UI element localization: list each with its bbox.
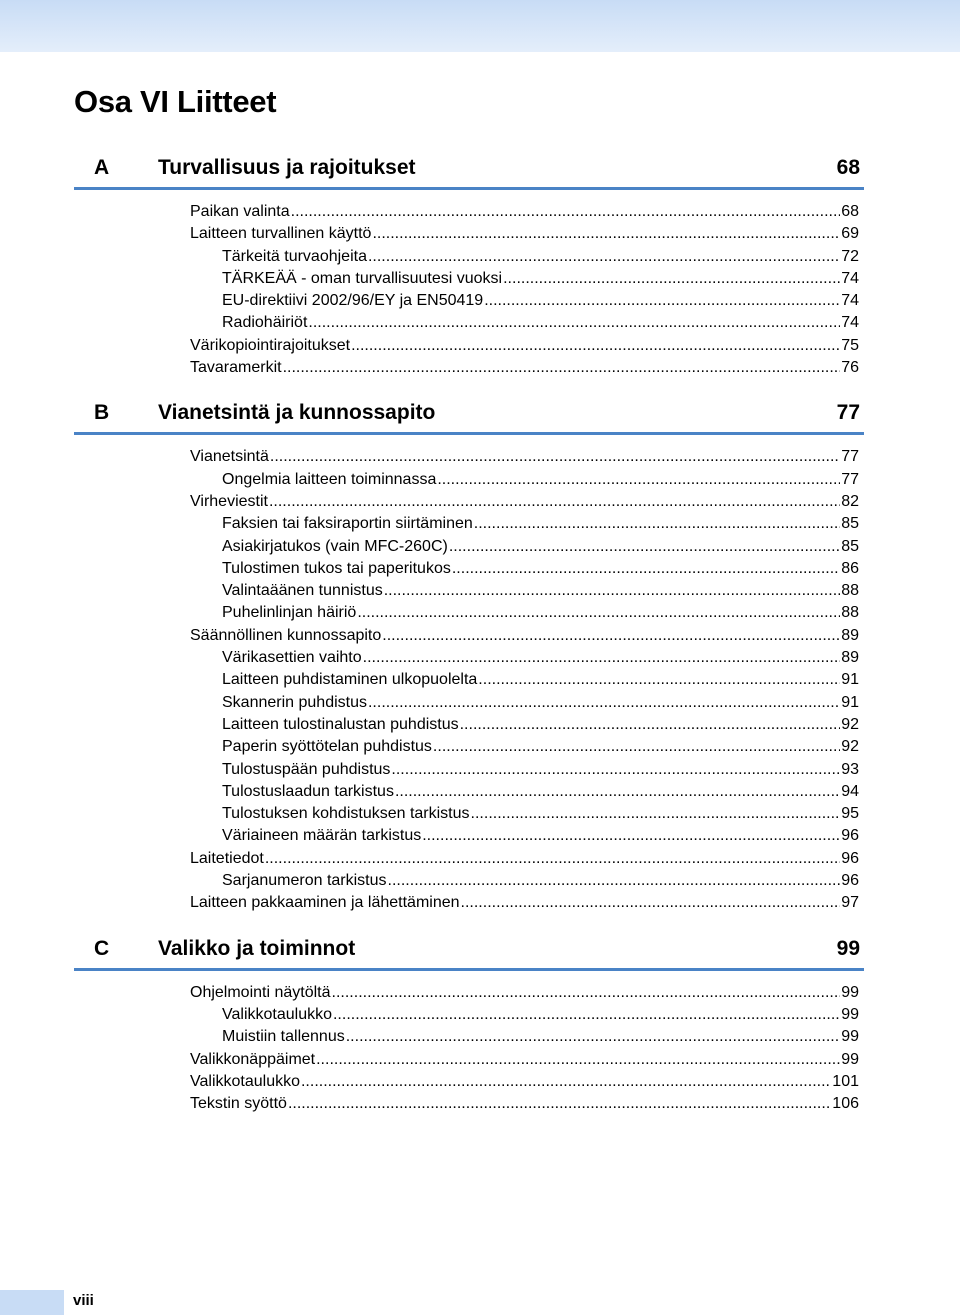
toc-entry-label: Sarjanumeron tarkistus bbox=[222, 872, 387, 890]
toc-entry[interactable] bbox=[74, 625, 864, 647]
toc-entry-label: Puhelinlinjan häiriö bbox=[222, 604, 357, 622]
dot-leader bbox=[433, 736, 840, 758]
toc-entry[interactable] bbox=[74, 335, 864, 357]
dot-leader bbox=[422, 825, 840, 847]
chapter-letter: A bbox=[94, 156, 110, 179]
toc-entry-label: Skannerin puhdistus bbox=[222, 693, 367, 711]
toc-entry-label: Värikasettien vaihto bbox=[222, 649, 362, 667]
toc-entry-label: TÄRKEÄÄ - oman turvallisuutesi vuoksi bbox=[222, 269, 503, 287]
dot-leader bbox=[452, 558, 840, 580]
page-footer bbox=[0, 1290, 960, 1315]
toc-entry-page: 88 bbox=[841, 604, 859, 622]
toc-entry-page: 74 bbox=[841, 314, 859, 332]
dot-leader bbox=[316, 1049, 840, 1071]
toc-entry-label: Valikkotaulukko bbox=[222, 1005, 332, 1023]
toc-entry-label: Laitteen tulostinalustan puhdistus bbox=[222, 715, 459, 733]
toc-entry-page: 86 bbox=[841, 559, 859, 577]
toc-entry[interactable] bbox=[74, 736, 864, 758]
dot-leader bbox=[368, 246, 840, 268]
toc-entry[interactable] bbox=[74, 602, 864, 624]
toc-entry-page: 99 bbox=[841, 1028, 859, 1046]
dot-leader bbox=[461, 892, 841, 914]
toc-entry-label: Muistiin tallennus bbox=[222, 1028, 345, 1046]
chapter-entries bbox=[74, 971, 864, 1132]
toc-entry-label: Vianetsintä bbox=[190, 448, 269, 466]
toc-entry-page: 85 bbox=[841, 537, 859, 555]
toc-entry[interactable] bbox=[74, 536, 864, 558]
toc-entry-page: 92 bbox=[841, 715, 859, 733]
toc-entry[interactable] bbox=[74, 647, 864, 669]
toc-entry-label: Laitteen turvallinen käyttö bbox=[190, 225, 372, 243]
toc-entry-page: 93 bbox=[841, 760, 859, 778]
toc-entry-page: 99 bbox=[841, 1005, 859, 1023]
toc-entry-label: Tulostimen tukos tai paperitukos bbox=[222, 559, 451, 577]
toc-entry-label: Valintaäänen tunnistus bbox=[222, 582, 383, 600]
chapter-letter: C bbox=[94, 936, 110, 960]
toc-entry[interactable] bbox=[74, 1004, 864, 1026]
chapter-letter: B bbox=[94, 401, 110, 425]
dot-leader bbox=[270, 446, 840, 468]
toc-entry[interactable] bbox=[74, 201, 864, 223]
toc-entry[interactable] bbox=[74, 892, 864, 914]
toc-entry-label: Tekstin syöttö bbox=[190, 1095, 287, 1113]
toc-entry[interactable] bbox=[74, 580, 864, 602]
toc-entry-label: Väriaineen määrän tarkistus bbox=[222, 827, 422, 845]
toc-entry-page: 72 bbox=[841, 247, 859, 265]
dot-leader bbox=[308, 312, 840, 334]
toc-entry-label: Tulostuspään puhdistus bbox=[222, 760, 391, 778]
dot-leader bbox=[291, 201, 841, 223]
dot-leader bbox=[333, 1004, 840, 1026]
dot-leader bbox=[474, 513, 840, 535]
toc-entry[interactable] bbox=[74, 669, 864, 691]
dot-leader bbox=[471, 803, 841, 825]
toc-entry-page: 76 bbox=[841, 359, 859, 377]
dot-leader bbox=[363, 647, 841, 669]
chapter-heading[interactable] bbox=[74, 150, 864, 190]
toc-entry-page: 74 bbox=[841, 269, 859, 287]
toc-entry[interactable] bbox=[74, 290, 864, 312]
chapter-title: Turvallisuus ja rajoitukset bbox=[158, 156, 416, 179]
toc-entry-label: Paperin syöttötelan puhdistus bbox=[222, 738, 432, 756]
toc-entry-page: 99 bbox=[841, 983, 859, 1001]
dot-leader bbox=[503, 268, 840, 290]
footer-color-bar bbox=[0, 1290, 64, 1315]
dot-leader bbox=[288, 1093, 831, 1115]
dot-leader bbox=[368, 692, 840, 714]
toc-entry-label: Valikkonäppäimet bbox=[190, 1050, 316, 1068]
chapter-heading[interactable] bbox=[74, 395, 864, 435]
dot-leader bbox=[357, 602, 840, 624]
toc-entry[interactable] bbox=[74, 982, 864, 1004]
toc-entry-label: Säännöllinen kunnossapito bbox=[190, 626, 382, 644]
toc-entry[interactable] bbox=[74, 870, 864, 892]
page-number: viii bbox=[73, 1292, 94, 1309]
dot-leader bbox=[388, 870, 841, 892]
chapter-entries bbox=[74, 435, 864, 930]
dot-leader bbox=[283, 357, 841, 379]
dot-leader bbox=[301, 1071, 831, 1093]
toc-entry-page: 96 bbox=[841, 872, 859, 890]
table-of-contents bbox=[74, 150, 864, 1131]
toc-entry-label: Valikkotaulukko bbox=[190, 1072, 300, 1090]
toc-entry[interactable] bbox=[74, 1026, 864, 1048]
dot-leader bbox=[478, 669, 840, 691]
toc-entry-page: 96 bbox=[841, 827, 859, 845]
toc-entry-page: 82 bbox=[841, 492, 859, 510]
chapter-page-number: 77 bbox=[836, 401, 860, 425]
chapter-heading[interactable] bbox=[74, 931, 864, 971]
toc-entry[interactable] bbox=[74, 312, 864, 334]
dot-leader bbox=[437, 469, 840, 491]
dot-leader bbox=[332, 982, 841, 1004]
toc-entry-page: 89 bbox=[841, 649, 859, 667]
dot-leader bbox=[484, 290, 840, 312]
toc-entry[interactable] bbox=[74, 759, 864, 781]
toc-entry-page: 75 bbox=[841, 336, 859, 354]
toc-entry-page: 91 bbox=[841, 693, 859, 711]
toc-entry-page: 89 bbox=[841, 626, 859, 644]
toc-entry-page: 68 bbox=[841, 203, 859, 220]
toc-entry-label: EU-direktiivi 2002/96/EY ja EN50419 bbox=[222, 292, 484, 310]
toc-entry[interactable] bbox=[74, 513, 864, 535]
toc-entry-page: 69 bbox=[841, 225, 859, 243]
toc-entry[interactable] bbox=[74, 491, 864, 513]
toc-entry-page: 91 bbox=[841, 671, 859, 689]
top-color-band bbox=[0, 0, 960, 52]
chapter-entries bbox=[74, 190, 864, 395]
toc-entry[interactable] bbox=[74, 692, 864, 714]
toc-entry[interactable] bbox=[74, 1049, 864, 1071]
chapter-page-number: 68 bbox=[836, 156, 860, 179]
toc-entry-label: Ongelmia laitteen toiminnassa bbox=[222, 470, 437, 488]
toc-entry-label: Tulostuksen kohdistuksen tarkistus bbox=[222, 805, 470, 823]
toc-entry[interactable] bbox=[74, 357, 864, 379]
toc-entry-page: 92 bbox=[841, 738, 859, 756]
dot-leader bbox=[351, 335, 840, 357]
toc-entry[interactable] bbox=[74, 558, 864, 580]
toc-entry[interactable] bbox=[74, 469, 864, 491]
toc-entry-label: Asiakirjatukos (vain MFC-260C) bbox=[222, 537, 448, 555]
toc-entry-page: 106 bbox=[832, 1095, 859, 1113]
toc-entry-page: 85 bbox=[841, 515, 859, 533]
dot-leader bbox=[269, 491, 840, 513]
toc-entry-label: Paikan valinta bbox=[190, 203, 290, 220]
dot-leader bbox=[372, 223, 840, 245]
toc-entry[interactable] bbox=[74, 848, 864, 870]
toc-entry-page: 77 bbox=[841, 470, 859, 488]
toc-entry-label: Faksien tai faksiraportin siirtäminen bbox=[222, 515, 473, 533]
dot-leader bbox=[346, 1026, 840, 1048]
toc-entry-label: Tärkeitä turvaohjeita bbox=[222, 247, 367, 265]
toc-entry[interactable] bbox=[74, 781, 864, 803]
dot-leader bbox=[449, 536, 840, 558]
dot-leader bbox=[395, 781, 840, 803]
toc-entry-page: 88 bbox=[841, 582, 859, 600]
toc-entry[interactable] bbox=[74, 223, 864, 245]
toc-entry-label: Tavaramerkit bbox=[190, 359, 282, 377]
toc-entry-label: Virheviestit bbox=[190, 492, 268, 510]
chapter-title: Vianetsintä ja kunnossapito bbox=[158, 401, 436, 425]
toc-entry[interactable] bbox=[74, 803, 864, 825]
toc-entry-page: 101 bbox=[832, 1072, 859, 1090]
toc-entry-label: Laitteen puhdistaminen ulkopuolelta bbox=[222, 671, 478, 689]
toc-entry-page: 97 bbox=[841, 894, 859, 912]
toc-entry-page: 96 bbox=[841, 849, 859, 867]
toc-entry-page: 99 bbox=[841, 1050, 859, 1068]
toc-entry-label: Radiohäiriöt bbox=[222, 314, 308, 332]
dot-leader bbox=[384, 580, 840, 602]
toc-entry[interactable] bbox=[74, 714, 864, 736]
toc-entry-label: Ohjelmointi näytöltä bbox=[190, 983, 331, 1001]
dot-leader bbox=[391, 759, 840, 781]
toc-entry-page: 95 bbox=[841, 805, 859, 823]
toc-entry-page: 94 bbox=[841, 782, 859, 800]
toc-entry-label: Laitteen pakkaaminen ja lähettäminen bbox=[190, 894, 460, 912]
dot-leader bbox=[460, 714, 841, 736]
part-title: Osa VI Liitteet bbox=[74, 84, 277, 119]
toc-entry-label: Värikopiointirajoitukset bbox=[190, 336, 351, 354]
toc-entry[interactable] bbox=[74, 246, 864, 268]
toc-entry[interactable] bbox=[74, 268, 864, 290]
toc-entry-label: Laitetiedot bbox=[190, 849, 264, 867]
toc-entry-page: 74 bbox=[841, 292, 859, 310]
toc-entry[interactable] bbox=[74, 446, 864, 468]
toc-entry-page: 77 bbox=[841, 448, 859, 466]
chapter-page-number: 99 bbox=[836, 936, 860, 960]
toc-entry[interactable] bbox=[74, 1093, 864, 1115]
toc-entry[interactable] bbox=[74, 825, 864, 847]
dot-leader bbox=[265, 848, 840, 870]
chapter-title: Valikko ja toiminnot bbox=[158, 936, 356, 960]
dot-leader bbox=[382, 625, 840, 647]
toc-entry-label: Tulostuslaadun tarkistus bbox=[222, 782, 394, 800]
toc-entry[interactable] bbox=[74, 1071, 864, 1093]
